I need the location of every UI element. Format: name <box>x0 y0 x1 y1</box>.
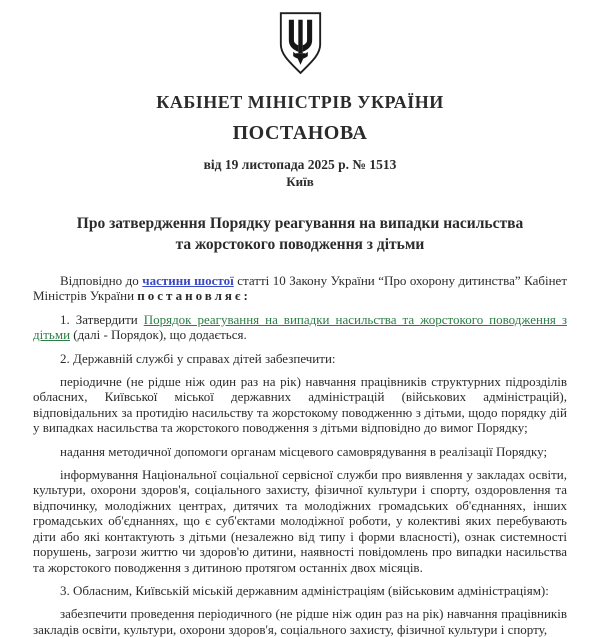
item-3-lead-paragraph: 3. Обласним, Київській міській державним адміністраціям (військовим адміністраціям): <box>60 582 549 598</box>
organization-name: КАБІНЕТ МІНІСТРІВ УКРАЇНИ <box>156 92 444 112</box>
item-2-sub-paragraph-1: періодичне (не рідше ніж один раз на рік) навчання працівників структурних підрозділів обласних, Київської міської державних адміністрацій (військових адміністрацій), відповідальних за протидію насильству та жорстокому поводженню з дітьми, щодо порядку дій у випадках насильства та жорстокого поводження з дітьми відповідно до вимог Порядку; <box>33 374 567 436</box>
resolves-word: постановляє: <box>137 288 251 304</box>
emblem-container <box>33 0 567 90</box>
date-and-number: від 19 листопада 2025 р. № 1513 <box>203 157 397 172</box>
document-title: Про затвердження Порядку реагування на випадки насильства та жорстокого поводження з дітьми <box>76 215 524 253</box>
item-1-text-after: (далі - Порядок), що додається. <box>70 327 247 343</box>
document-type-heading: ПОСТАНОВА <box>232 122 368 144</box>
item-1-paragraph <box>33 312 567 343</box>
intro-text-before: Відповідно до <box>60 273 143 288</box>
city-label: Київ <box>286 174 314 189</box>
intro-text-after: статті 10 Закону України “Про охорону дитинства” Кабінет Міністрів України <box>33 273 567 304</box>
item-2-sub-paragraph-3: інформування Національної соціальної сервісної служби про виявлення у закладах освіти, культури, охорони здоров'я, соціального захисту, фізичної культури і спорту, оздоровлення та відпочинку, молодіжних центрах, дитячих та молодіжних громадських об'єднаннях, інших громадських об'єднаннях, що є суб'єктами молодіжної роботи, у колективі яких перебувають діти або які контактують з дітьми (незалежно від типу і форми власності), ознак системності порушень, загрози життю чи здоров'ю дитини, наявності повідомлень про випадки насильства та жорстокого поводження з дитиною протягом останніх двох місяців. <box>33 467 567 575</box>
item-2-lead-paragraph: 2. Державній службі у справах дітей забезпечити: <box>60 350 336 366</box>
part-six-link[interactable]: частини шостої <box>142 273 234 288</box>
procedure-link[interactable]: Порядок реагування на випадки насильства та жорстокого поводження з дітьми <box>33 311 567 343</box>
item-3-sub-paragraph-1: забезпечити проведення періодичного (не рідше ніж один раз на рік) навчання працівників закладів освіти, культури, охорони здоров'я, соціального захисту, фізичної культури і спорту, <box>33 606 567 637</box>
item-1-text-before: 1. Затвердити <box>60 311 144 327</box>
item-2-sub-paragraph-2: надання методичної допомоги органам місцевого самоврядування в реалізації Порядку; <box>60 443 548 459</box>
intro-paragraph <box>33 273 567 304</box>
ukraine-trident-coat-of-arms-icon <box>277 11 324 78</box>
document-body <box>33 273 567 637</box>
